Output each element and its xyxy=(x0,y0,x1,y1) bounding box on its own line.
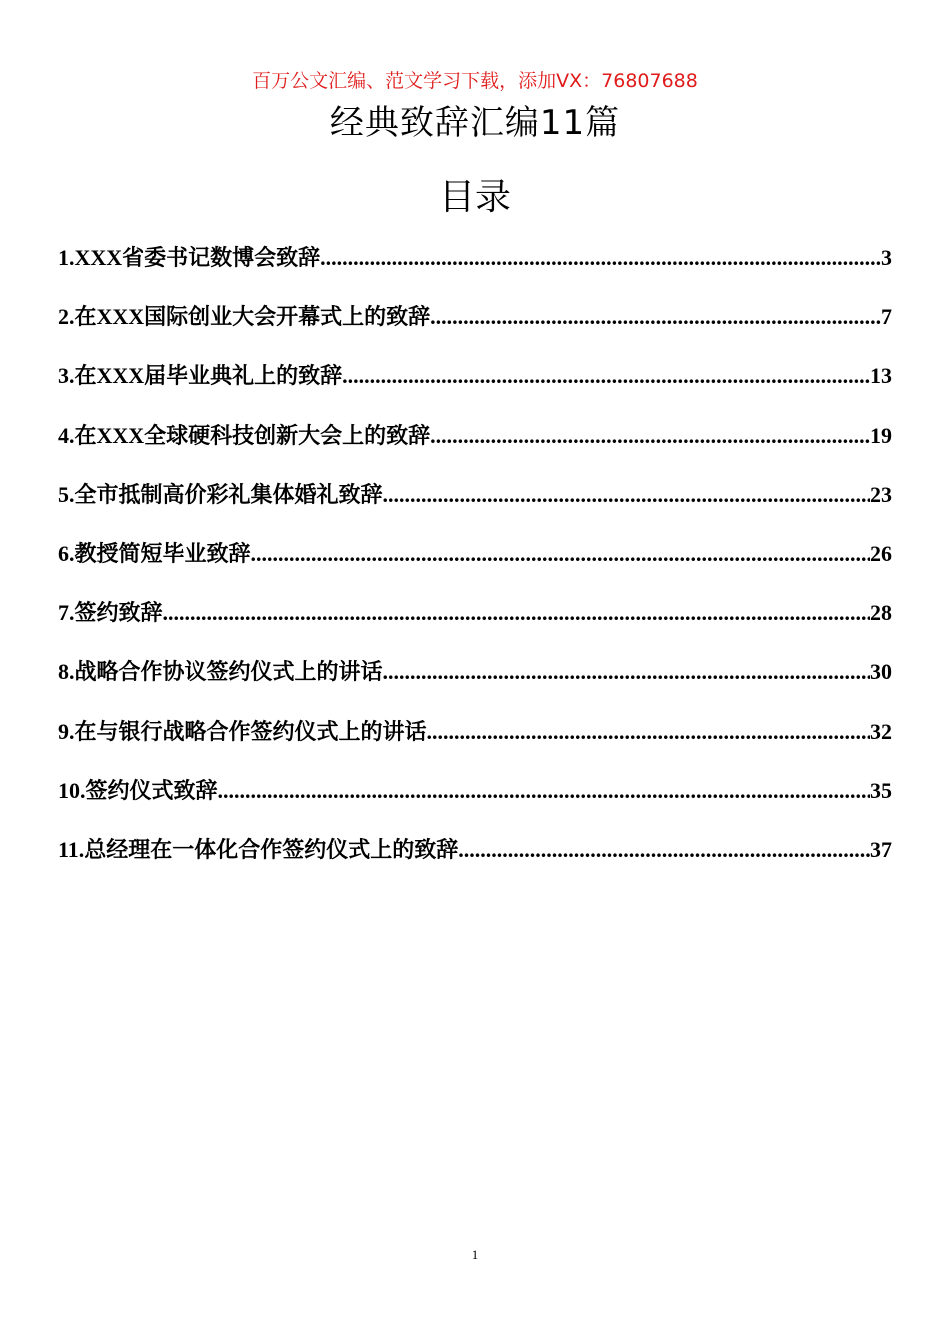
toc-entry-page: 28 xyxy=(870,600,892,626)
toc-dot-leader xyxy=(458,830,870,870)
toc-entry-6[interactable] xyxy=(58,534,892,593)
toc-entry-label: 10.签约仪式致辞 xyxy=(58,777,218,803)
toc-entry-2[interactable] xyxy=(58,297,892,356)
toc-entry-page: 32 xyxy=(870,718,892,744)
toc-dot-leader xyxy=(218,771,870,811)
toc-dot-leader xyxy=(427,712,870,752)
toc-heading: 目录 xyxy=(438,177,511,218)
toc-entry-label: 1.XXX省委书记数博会致辞 xyxy=(58,245,321,270)
toc-entry-7[interactable] xyxy=(58,593,892,652)
toc-dot-leader xyxy=(342,356,870,396)
toc-entry-label: 2.在XXX国际创业大会开幕式上的致辞 xyxy=(58,304,431,330)
toc-entry-8[interactable] xyxy=(58,652,892,711)
toc-entry-page: 37 xyxy=(870,836,892,862)
toc-dot-leader xyxy=(251,534,870,574)
toc-dot-leader xyxy=(163,593,870,633)
header-promo-note: 百万公文汇编、范文学习下载，添加VX：76807688 xyxy=(252,70,698,92)
toc-entry-label: 5.全市抵制高价彩礼集体婚礼致辞 xyxy=(58,481,383,507)
toc-entry-4[interactable] xyxy=(58,416,892,475)
toc-entry-page: 23 xyxy=(870,481,892,507)
toc-dot-leader xyxy=(430,416,870,456)
toc-dot-leader xyxy=(383,475,870,515)
toc-entry-10[interactable] xyxy=(58,771,892,830)
toc-dot-leader xyxy=(430,297,881,337)
document-title: 经典致辞汇编11篇 xyxy=(329,103,621,143)
toc-dot-leader xyxy=(320,238,881,278)
toc-entry-label: 8.战略合作协议签约仪式上的讲话 xyxy=(58,659,383,685)
toc-entry-label: 11.总经理在一体化合作签约仪式上的致辞 xyxy=(58,836,459,862)
toc-entry-page: 13 xyxy=(870,363,892,389)
toc-entry-3[interactable] xyxy=(58,356,892,415)
toc-entry-page: 26 xyxy=(870,540,892,566)
table-of-contents xyxy=(58,238,892,889)
toc-entry-label: 6.教授简短毕业致辞 xyxy=(58,540,251,566)
page-number: 1 xyxy=(471,1247,479,1262)
toc-entry-page: 19 xyxy=(870,422,892,448)
toc-entry-page: 3 xyxy=(881,245,892,270)
toc-entry-1[interactable] xyxy=(58,238,892,297)
toc-entry-label: 7.签约致辞 xyxy=(58,600,163,626)
toc-entry-label: 9.在与银行战略合作签约仪式上的讲话 xyxy=(58,718,427,744)
toc-entry-9[interactable] xyxy=(58,712,892,771)
toc-entry-5[interactable] xyxy=(58,475,892,534)
toc-entry-label: 4.在XXX全球硬科技创新大会上的致辞 xyxy=(58,422,431,448)
toc-entry-11[interactable] xyxy=(58,830,892,889)
toc-entry-page: 35 xyxy=(870,777,892,803)
toc-entry-page: 7 xyxy=(881,304,892,330)
toc-entry-page: 30 xyxy=(870,659,892,685)
toc-dot-leader xyxy=(383,652,870,692)
toc-entry-label: 3.在XXX届毕业典礼上的致辞 xyxy=(58,363,343,389)
